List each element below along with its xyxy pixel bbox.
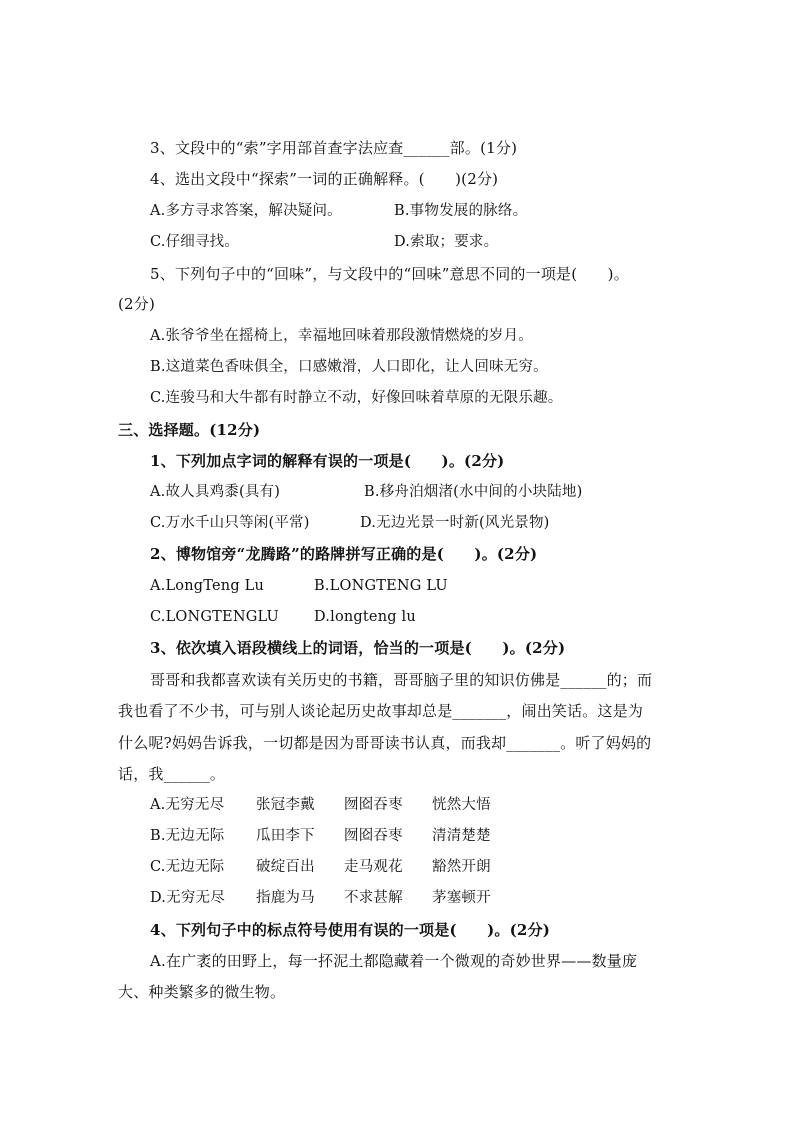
q5-option-a: A.张爷爷坐在摇椅上，幸福地回味着那段激情燃烧的岁月。	[150, 328, 533, 344]
choice-question-3: 3、依次填入语段横线上的词语，恰当的一项是( )。(2分)	[150, 639, 566, 657]
choice-2-option-a: A.LongTeng Lu	[150, 578, 264, 594]
choice-3-option-d-word-1: D.无穷无尽	[150, 890, 225, 906]
choice-3-option-a-word-1: A.无穷无尽	[150, 797, 225, 813]
choice-3-option-a-word-4: 恍然大悟	[432, 797, 491, 813]
choice-3-option-a-word-3: 囫囵吞枣	[344, 797, 403, 813]
passage-line-2: 我也看了不少书，可与别人谈论起历史故事却总是_______，闹出笑话。这是为	[118, 702, 644, 720]
choice-1-option-d: D.无边光景一时新(风光景物)	[360, 515, 550, 531]
choice-1-option-c: C.万水千山只等闲(平常)	[150, 515, 310, 531]
choice-3-option-c-word-1: C.无边无际	[150, 859, 225, 875]
choice-3-option-d-word-4: 茅塞顿开	[432, 890, 491, 906]
section-3-heading: 三、选择题。(12分)	[118, 421, 261, 439]
question-5-line-2: (2分)	[118, 295, 156, 313]
passage-line-4: 话，我______。	[118, 765, 226, 783]
choice-4-option-a-line-2: 大、种类繁多的微生物。	[118, 983, 286, 1001]
choice-1-option-a: A.故人具鸡黍(具有)	[150, 484, 281, 500]
choice-3-option-d-word-3: 不求甚解	[344, 890, 403, 906]
q5-option-b: B.这道菜色香味俱全，口感嫩滑，人口即化，让人回味无穷。	[150, 359, 548, 375]
choice-question-1: 1、下列加点字词的解释有误的一项是( )。(2分)	[150, 452, 505, 470]
choice-3-option-b-word-2: 瓜田李下	[256, 828, 315, 844]
q4-option-c: C.仔细寻找。	[150, 234, 240, 250]
choice-3-option-c-word-2: 破绽百出	[256, 859, 315, 875]
choice-question-2: 2、博物馆旁“龙腾路”的路牌拼写正确的是( )。(2分)	[150, 545, 538, 563]
choice-3-option-c-word-3: 走马观花	[344, 859, 403, 875]
choice-2-option-b: B.LONGTENG LU	[314, 578, 448, 594]
choice-3-option-b-word-3: 囫囵吞枣	[344, 828, 403, 844]
choice-question-4: 4、下列句子中的标点符号使用有误的一项是( )。(2分)	[150, 921, 551, 939]
q5-option-c: C.连骏马和大牛都有时静立不动，好像回味着草原的无限乐趣。	[150, 390, 563, 406]
question-4: 4、选出文段中“探索”一词的正确解释。( )(2分)	[150, 170, 499, 188]
passage-line-3: 什么呢?妈妈告诉我，一切都是因为哥哥读书认真，而我却_______。听了妈妈的	[118, 734, 652, 752]
q4-option-a: A.多方寻求答案，解决疑问。	[150, 203, 342, 219]
choice-3-option-b-word-4: 清清楚楚	[432, 828, 491, 844]
choice-3-option-a-word-2: 张冠李戴	[256, 797, 315, 813]
passage-line-1: 哥哥和我都喜欢读有关历史的书籍，哥哥脑子里的知识仿佛是______的；而	[150, 671, 653, 689]
choice-2-option-d: D.longteng lu	[314, 609, 416, 625]
choice-2-option-c: C.LONGTENGLU	[150, 609, 279, 625]
q4-option-d: D.索取；要求。	[394, 234, 499, 250]
question-5-line-1: 5、下列句子中的“回味”，与文段中的“回味”意思不同的一项是( )。	[150, 265, 629, 283]
choice-3-option-b-word-1: B.无边无际	[150, 828, 225, 844]
question-3: 3、文段中的“索”字用部首查字法应查______部。(1分)	[150, 139, 518, 157]
choice-4-option-a-line-1: A.在广袤的田野上，每一抔泥土都隐藏着一个微观的奇妙世界——数量庞	[150, 952, 638, 970]
choice-3-option-d-word-2: 指鹿为马	[256, 890, 315, 906]
q4-option-b: B.事物发展的脉络。	[394, 203, 528, 219]
choice-3-option-c-word-4: 豁然开朗	[432, 859, 491, 875]
choice-1-option-b: B.移舟泊烟渚(水中间的小块陆地)	[364, 484, 583, 500]
